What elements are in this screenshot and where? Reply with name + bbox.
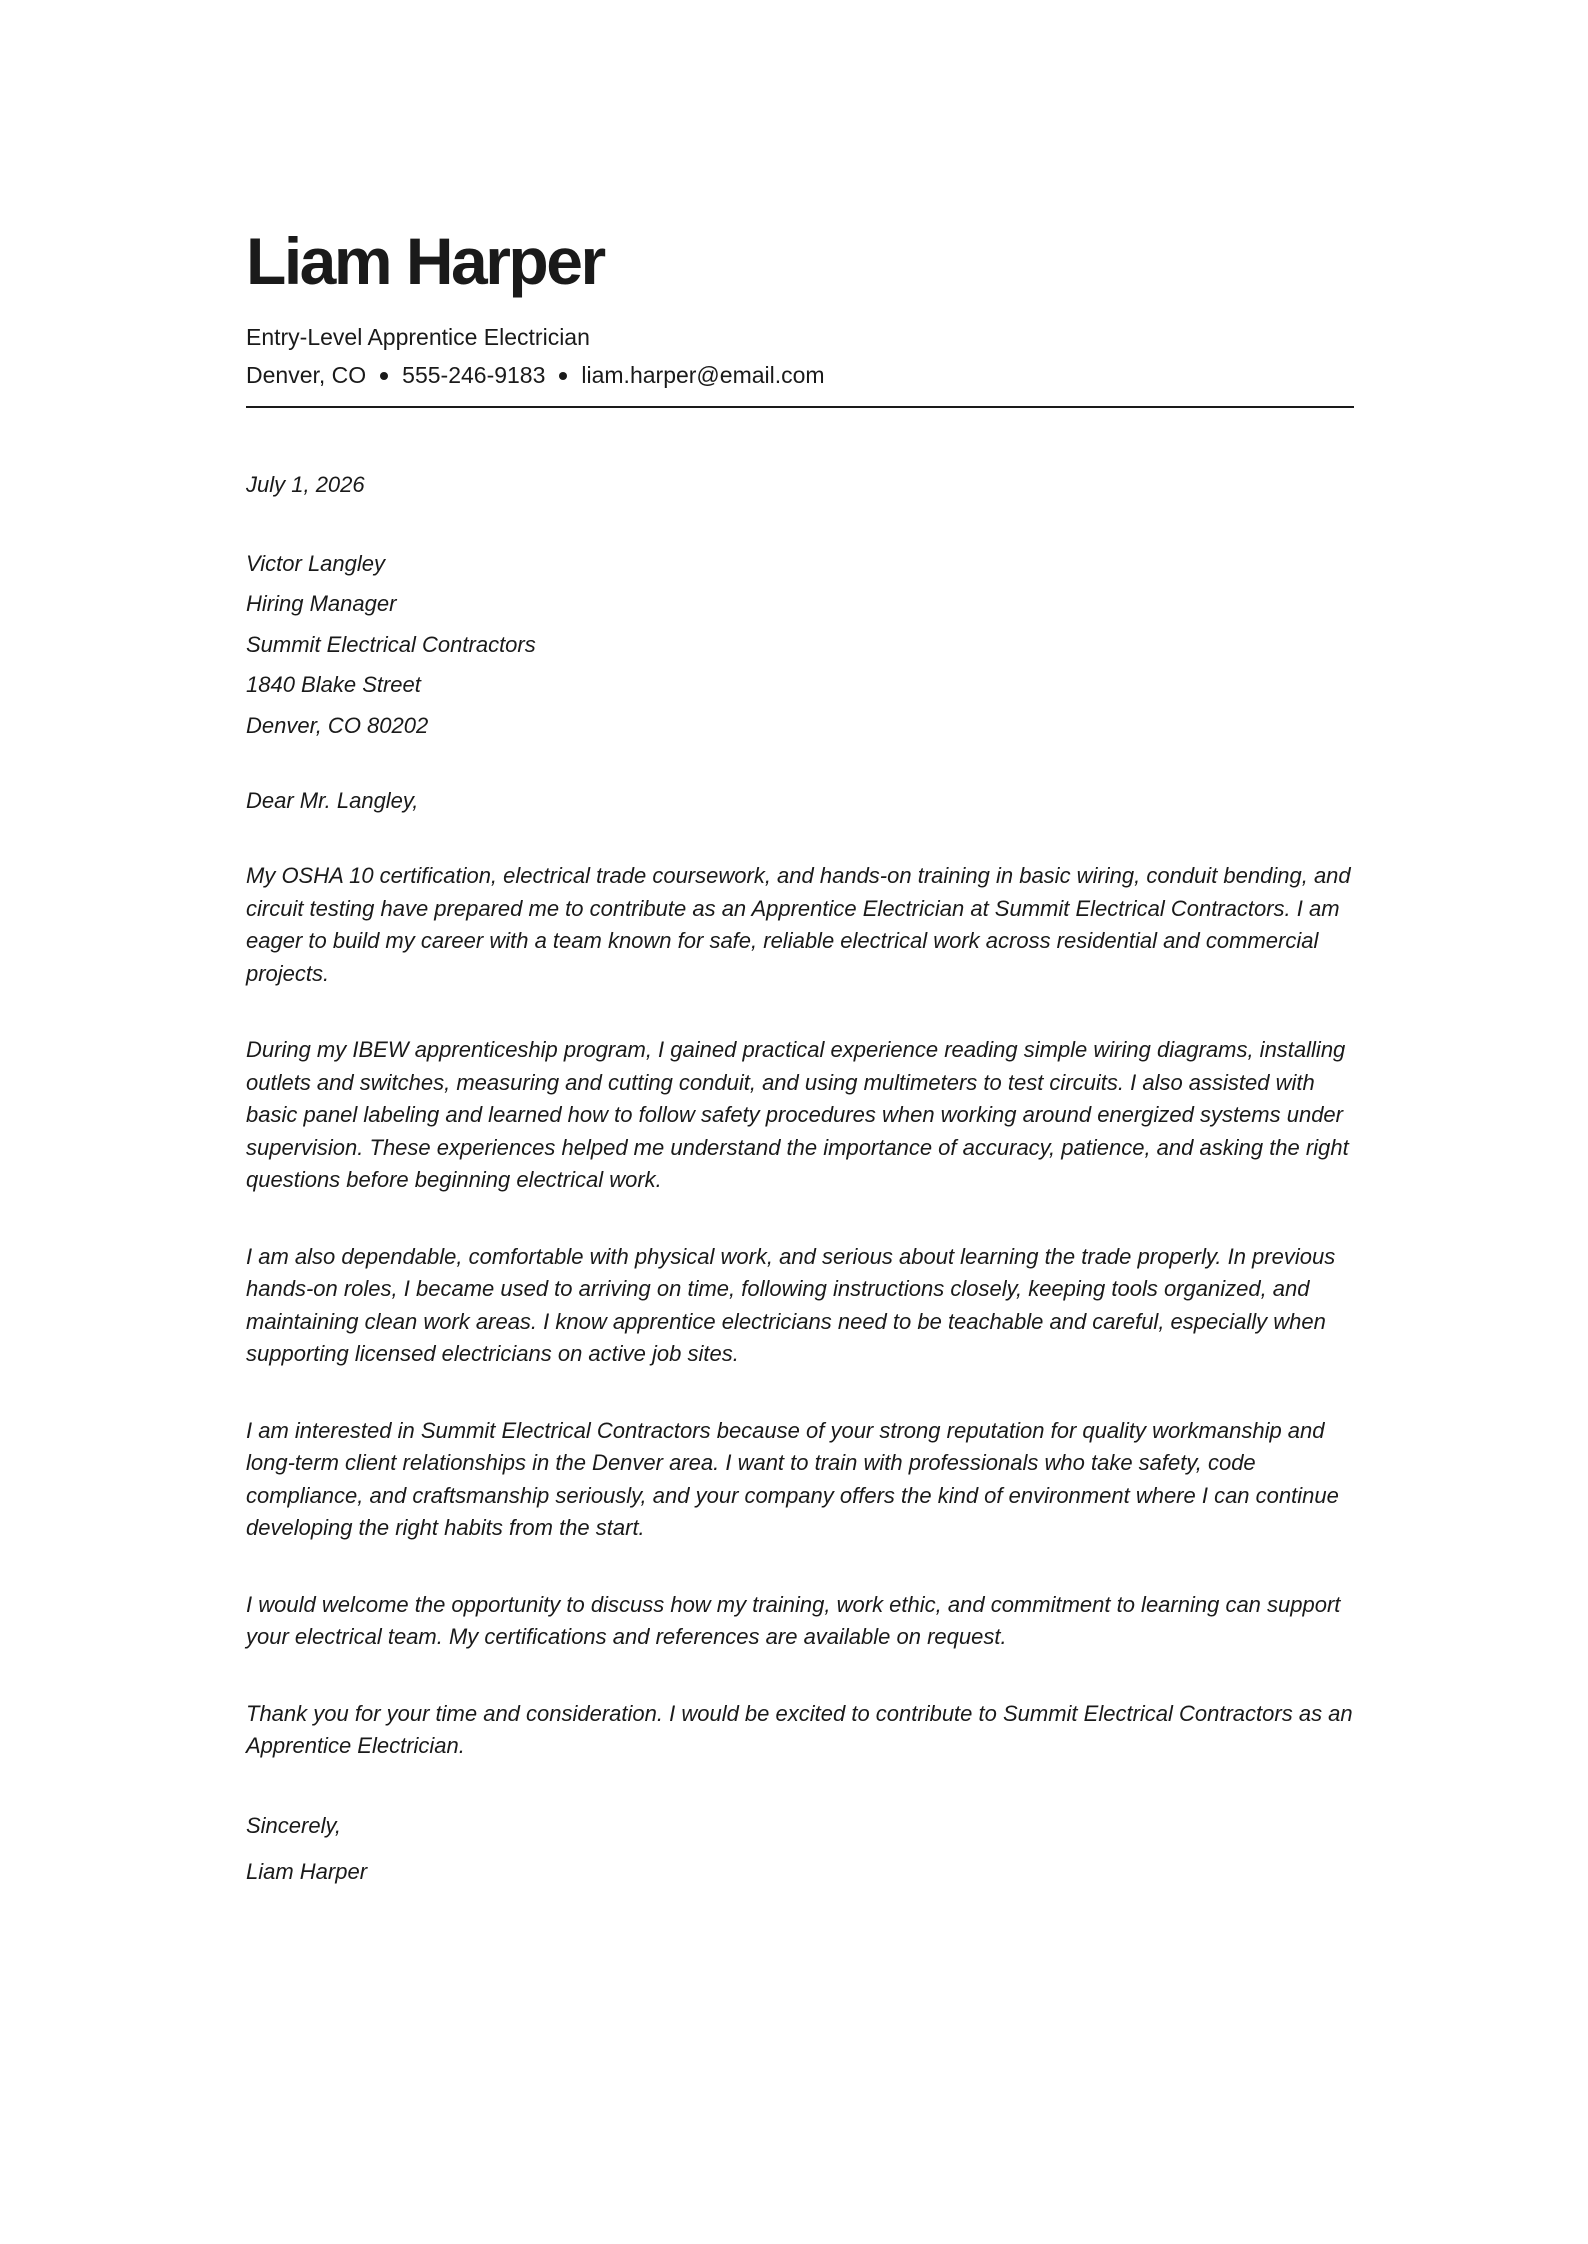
contact-location: Denver, CO — [246, 362, 367, 388]
letter-header — [246, 216, 1354, 408]
signature: Liam Harper — [246, 1858, 368, 1884]
recipient-company: Summit Electrical Contractors — [246, 631, 536, 657]
applicant-name: Liam Harper — [246, 224, 604, 298]
letter-body — [246, 468, 1354, 1889]
recipient-role: Hiring Manager — [246, 591, 397, 617]
closing: Sincerely, — [246, 1812, 341, 1838]
recipient-name: Victor Langley — [246, 551, 386, 576]
letter-paragraph: I would welcome the opportunity to discuss how my training, work ethic, and commitment to learning can support your electrical team. My certifications and references are available on request. — [246, 1591, 1341, 1650]
contact-line — [246, 356, 1354, 394]
letter-paragraph: I am interested in Summit Electrical Contractors because of your strong reputation for quality workmanship and long-term client relationships in the Denver area. I want to train with professionals who take safety, code compliance, and craftsmanship seriously, and your company offers the kind of environment where I can continue developing the right habits from the start. — [246, 1417, 1339, 1541]
bullet-separator-icon — [559, 372, 567, 380]
contact-phone: 555-246-9183 — [402, 362, 546, 388]
recipient-city: Denver, CO 80202 — [246, 712, 429, 738]
contact-email: liam.harper@email.com — [581, 362, 825, 388]
letter-date: July 1, 2026 — [246, 472, 365, 497]
recipient-address — [246, 544, 1354, 746]
salutation: Dear Mr. Langley, — [246, 788, 419, 814]
letter-paragraph: I am also dependable, comfortable with physical work, and serious about learning the trade properly. In previous hands-on roles, I became used to arriving on time, following instructions closely, keeping tools organized, and maintaining clean work areas. I know apprentice electricians need to be teachable and careful, especially when supporting licensed electricians on active job sites. — [246, 1243, 1336, 1367]
applicant-title: Entry-Level Apprentice Electrician — [246, 324, 590, 350]
cover-letter-page — [246, 216, 1354, 1889]
letter-paragraph: My OSHA 10 certification, electrical trade coursework, and hands-on training in basic wiring, conduit bending, and circuit testing have prepared me to contribute as an Apprentice Electrician at Summit Electrical Contractors. I am eager to build my career with a team known for safe, reliable electrical work across residential and commercial projects. — [246, 863, 1351, 986]
letter-paragraph: Thank you for your time and consideration. I would be excited to contribute to Summit Electrical Contractors as an Apprentice Electrician. — [246, 1700, 1353, 1759]
bullet-separator-icon — [380, 372, 388, 380]
header-divider — [246, 406, 1354, 408]
letter-paragraph: During my IBEW apprenticeship program, I gained practical experience reading simple wiring diagrams, installing outlets and switches, measuring and cutting conduit, and using multimeters to test circuits. I also assisted with basic panel labeling and learned how to follow safety procedures when working around energized systems under supervision. These experiences helped me understand the importance of accuracy, patience, and asking the right questions before beginning electrical work. — [246, 1037, 1349, 1193]
recipient-street: 1840 Blake Street — [246, 672, 421, 698]
